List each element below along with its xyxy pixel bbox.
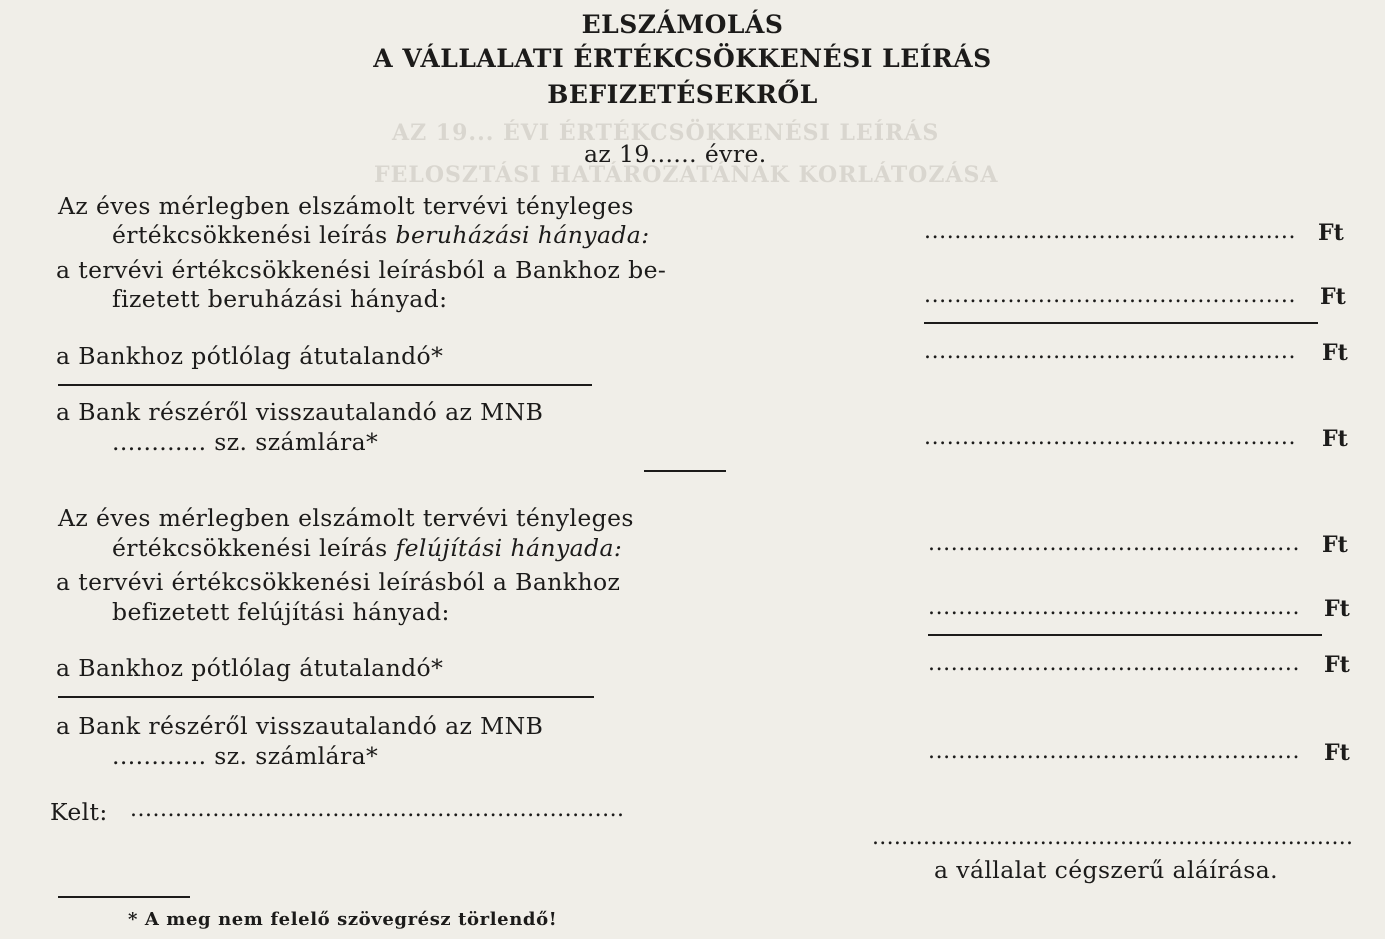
b-row4-currency: Ft	[1324, 740, 1350, 766]
b-row4-dots: .................................................	[928, 739, 1301, 764]
b-row4-line1: a Bank részéről visszautalandó az MNB	[56, 712, 544, 740]
a-row1-line2	[112, 221, 650, 249]
title-line-2: A VÁLLALATI ÉRTÉKCSÖKKENÉSI LEÍRÁS	[373, 44, 992, 73]
b-row1-line2	[112, 534, 622, 562]
kelt-label: Kelt:	[50, 798, 108, 826]
a-row4-line2: ............ sz. számlára*	[112, 428, 379, 456]
b-section-rule	[58, 696, 594, 698]
a-row3-currency: Ft	[1322, 340, 1348, 366]
bleed-through-text-1: AZ 19... ÉVI ÉRTÉKCSÖKKENÉSI LEÍRÁS	[392, 120, 940, 146]
a-subtotal-rule	[924, 322, 1318, 324]
b-row1-line2-italic: felújítási hányada:	[395, 534, 623, 562]
section-separator	[644, 470, 726, 472]
a-row3-label: a Bankhoz pótlólag átutalandó*	[56, 342, 444, 370]
title-line-1: ELSZÁMOLÁS	[581, 10, 784, 39]
signature-label: a vállalat cégszerű aláírása.	[934, 856, 1278, 884]
b-row2-currency: Ft	[1324, 596, 1350, 622]
a-row2-line2: fizetett beruházási hányad:	[112, 285, 448, 313]
a-row1-line2-prefix: értékcsökkenési leírás	[112, 221, 388, 249]
b-row2-line1: a tervévi értékcsökkenési leírásból a Bankhoz	[56, 568, 621, 596]
a-row1-currency: Ft	[1318, 220, 1344, 246]
b-row2-dots: .................................................	[928, 595, 1301, 620]
a-row3-dots: .................................................	[924, 339, 1297, 364]
a-row4-dots: .................................................	[924, 425, 1297, 450]
b-row1-line1: Az éves mérlegben elszámolt tervévi tényleges	[58, 504, 634, 532]
b-row1-dots: .................................................	[928, 531, 1301, 556]
a-row4-currency: Ft	[1322, 426, 1348, 452]
year-line: az 19...... évre.	[584, 140, 767, 168]
footnote: * A meg nem felelő szövegrész törlendő!	[128, 909, 558, 930]
b-row3-label: a Bankhoz pótlólag átutalandó*	[56, 654, 444, 682]
b-row1-currency: Ft	[1322, 532, 1348, 558]
a-row2-line1: a tervévi értékcsökkenési leírásból a Bankhoz be-	[56, 256, 667, 284]
b-row2-line2: befizetett felújítási hányad:	[112, 598, 450, 626]
a-row1-line2-italic: beruházási hányada:	[395, 221, 650, 249]
a-row2-currency: Ft	[1320, 284, 1346, 310]
footnote-rule	[58, 896, 190, 898]
b-row1-line2-prefix: értékcsökkenési leírás	[112, 534, 388, 562]
b-row4-line2: ............ sz. számlára*	[112, 742, 379, 770]
a-row4-line1: a Bank részéről visszautalandó az MNB	[56, 398, 544, 426]
title-line-3: BEFIZETÉSEKRŐL	[547, 80, 818, 109]
b-row3-dots: .................................................	[928, 651, 1301, 676]
a-section-rule	[58, 384, 592, 386]
b-row3-currency: Ft	[1324, 652, 1350, 678]
bleed-through-text-2: FELOSZTÁSI HATÁROZATÁNAK KORLÁTOZÁSA	[374, 162, 999, 188]
a-row1-dots: .................................................	[924, 219, 1297, 244]
b-subtotal-rule	[928, 634, 1322, 636]
a-row2-dots: .................................................	[924, 283, 1297, 308]
signature-dots: ..................................................................	[872, 825, 1354, 850]
a-row1-line1: Az éves mérlegben elszámolt tervévi tényleges	[58, 192, 634, 220]
kelt-dots: ..................................................................	[130, 797, 625, 822]
